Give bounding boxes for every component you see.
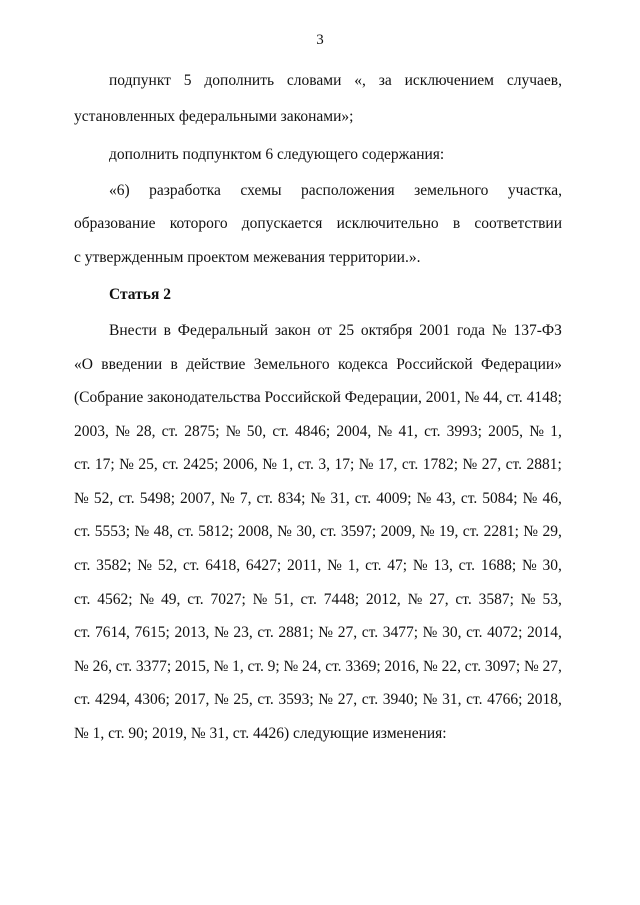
paragraph-line (74, 215, 562, 233)
paragraph-line (74, 356, 562, 374)
word: 1782; (422, 456, 459, 473)
word: ст. (162, 456, 179, 473)
word: расположения (301, 182, 395, 199)
word: ст. (257, 624, 274, 641)
word: введении (101, 356, 163, 373)
word: 4294, (95, 691, 130, 708)
word: ст. (354, 490, 372, 507)
word: 4562; (97, 591, 133, 608)
word: 48, (153, 523, 174, 540)
paragraph-line (109, 182, 562, 200)
word: образование (74, 215, 156, 232)
word: 26, (92, 658, 112, 675)
word: 2281; (483, 523, 519, 540)
word: ст. (177, 523, 194, 540)
word: 2018, (527, 691, 562, 708)
word: кодекса (338, 356, 388, 373)
word: 2008, (237, 523, 273, 540)
word: 2875; (184, 423, 220, 440)
word: 3940; (382, 691, 419, 708)
word: 24, (302, 658, 322, 675)
paragraph-line (74, 490, 562, 508)
word: 2005, (488, 423, 524, 440)
word: № (491, 322, 507, 339)
word: № (422, 624, 438, 641)
word: в (452, 215, 461, 232)
word: 52, (93, 490, 114, 507)
word: «, (354, 72, 366, 89)
word: ст. (74, 557, 91, 574)
paragraph-line (109, 72, 562, 90)
word: № (523, 658, 539, 675)
word: 17; (94, 456, 115, 473)
word: 2881; (526, 456, 562, 473)
word: 4306; (134, 691, 170, 708)
word: 2017, (174, 691, 210, 708)
word: ст. (401, 456, 419, 473)
word: ст. (187, 591, 204, 608)
word: ст. (300, 591, 317, 608)
word: Внести (109, 322, 157, 339)
word: № (529, 423, 545, 440)
word: 2003, (74, 423, 109, 440)
word: 53, (542, 591, 562, 608)
word: ст. (325, 658, 342, 675)
word: 2009, (380, 523, 416, 540)
word: № (119, 456, 134, 473)
word: 834; (277, 490, 306, 507)
word: 3597; (340, 523, 377, 540)
word: 2881; (278, 624, 314, 641)
word: 5812; (198, 523, 234, 540)
word: № (262, 456, 277, 473)
word: ст. (460, 490, 478, 507)
word: ст. (74, 456, 91, 473)
word: 17, (378, 456, 398, 473)
word: «6) (109, 182, 130, 199)
word: ст. (361, 691, 379, 708)
paragraph-line (74, 456, 562, 474)
paragraph-line (74, 691, 562, 709)
word: 4846; (294, 423, 331, 440)
word: № (213, 658, 229, 675)
paragraph-line: дополнить подпунктом 6 следующего содержания: (109, 146, 445, 163)
word: исключительно (336, 215, 439, 232)
word: закон (274, 322, 311, 339)
word: 7615; (134, 624, 170, 641)
word: 2011, (287, 557, 322, 574)
word: ст. (424, 423, 441, 440)
word: разработка (149, 182, 221, 199)
word: за (378, 72, 392, 89)
word: 3, (318, 456, 331, 473)
word: ст. (466, 624, 483, 641)
word: 2012, (365, 591, 401, 608)
word: 2425; (183, 456, 219, 473)
word: 19, (439, 523, 459, 540)
word: № (310, 490, 326, 507)
word: в (170, 356, 178, 373)
word: № (412, 557, 428, 574)
paragraph-line: установленных федеральными законами»; (74, 108, 354, 125)
word: № (283, 658, 299, 675)
word: Федеральный (177, 322, 269, 339)
word: ст. (257, 691, 274, 708)
paragraph-line (74, 389, 562, 407)
word: Федерации» (480, 356, 562, 373)
article-heading: Статья 2 (109, 286, 171, 303)
word: 29, (542, 523, 562, 540)
word: 2015, (174, 658, 210, 675)
word: 2004, (336, 423, 372, 440)
word: в (163, 322, 171, 339)
word: ст. (455, 591, 472, 608)
word: 43, (436, 490, 456, 507)
word: (Собрание (74, 389, 144, 406)
word: ст. (256, 490, 273, 507)
word: 49, (161, 591, 181, 608)
word: 13, (433, 557, 453, 574)
word: ст. (272, 423, 289, 440)
word: № (462, 456, 478, 473)
word: 25, (233, 691, 253, 708)
word: ст. (462, 523, 480, 540)
word: № (358, 456, 374, 473)
word: законодательства (147, 389, 261, 406)
word: ст. (118, 490, 135, 507)
word: 6418, (205, 557, 241, 574)
word: 17; (334, 456, 355, 473)
paragraph-line (74, 557, 562, 575)
word: № (318, 624, 334, 641)
paragraph-line (74, 624, 562, 642)
word: 4072; (487, 624, 523, 641)
word: Российской (264, 389, 341, 406)
word: 3993; (446, 423, 482, 440)
word: № (213, 624, 229, 641)
word: № (74, 658, 89, 675)
word: 4009; (376, 490, 412, 507)
word: № (115, 423, 130, 440)
paragraph-line (74, 591, 562, 609)
word: 5084; (482, 490, 518, 507)
word: № (318, 691, 334, 708)
word: которого (169, 215, 228, 232)
word: 7, (239, 490, 252, 507)
word: исключением (404, 72, 494, 89)
word: № (423, 658, 438, 675)
word: ст. (505, 456, 522, 473)
word: Федерации, (344, 389, 422, 406)
word: 7448; (323, 591, 359, 608)
word: 2016, (384, 658, 420, 675)
word: случаев, (506, 72, 562, 89)
word: 27, (337, 691, 358, 708)
word: 2001, (425, 389, 461, 406)
word: ст. (183, 557, 200, 574)
word: 25 (338, 322, 355, 339)
word: № (277, 523, 292, 540)
word: 1, (550, 423, 562, 440)
word: ст. (458, 557, 476, 574)
word: № (416, 490, 432, 507)
word: 1, (347, 557, 360, 574)
word: № (422, 691, 438, 708)
word: № (225, 423, 241, 440)
word: 1, (281, 456, 294, 473)
word: ст. (320, 523, 337, 540)
word: 31, (442, 691, 462, 708)
word: № (520, 591, 536, 608)
word: № (134, 523, 150, 540)
word: 27, (481, 456, 502, 473)
word: 3582; (96, 557, 132, 574)
word: словами (286, 72, 342, 89)
word: № (522, 490, 538, 507)
word: 5553; (94, 523, 131, 540)
word: схемы (240, 182, 282, 199)
word: 5498; (139, 490, 175, 507)
word: 2006, (222, 456, 258, 473)
paragraph-line (109, 322, 562, 340)
word: ст. (297, 456, 314, 473)
word: подпункт (109, 72, 171, 89)
word: Земельного (253, 356, 330, 373)
word: 47; (387, 557, 408, 574)
word: 27, (429, 591, 449, 608)
word: 2014, (527, 624, 562, 641)
word: ст. (247, 658, 264, 675)
word: ст. (361, 624, 379, 641)
word: 27, (337, 624, 358, 641)
word: 31, (330, 490, 350, 507)
word: 1, (232, 658, 244, 675)
word: 23, (233, 624, 253, 641)
word: допускается (241, 215, 323, 232)
word: 3369; (345, 658, 381, 675)
word: 2013, (174, 624, 210, 641)
word: 50, (246, 423, 267, 440)
word: 4148; (526, 389, 562, 406)
word: 3477; (382, 624, 419, 641)
paragraph-line (74, 523, 562, 541)
word: 3593; (278, 691, 314, 708)
word: № (407, 591, 423, 608)
word: 6427; (245, 557, 282, 574)
word: 5 (183, 72, 192, 89)
word: 30, (542, 557, 562, 574)
word: 9; (267, 658, 280, 675)
word: № (74, 490, 89, 507)
word: участка, (507, 182, 562, 199)
word: 4766; (487, 691, 523, 708)
word: ст. (365, 557, 382, 574)
word: № (377, 423, 393, 440)
word: 22, (441, 658, 461, 675)
word: № (464, 389, 480, 406)
word: № (137, 557, 153, 574)
word: № (523, 523, 539, 540)
word: 2007, (180, 490, 215, 507)
paragraph-line: № 1, ст. 90; 2019, № 31, ст. 4426) следующие изменения: (74, 725, 447, 742)
page-number: 3 (316, 32, 324, 48)
word: октября (360, 322, 413, 339)
word: 3587; (478, 591, 514, 608)
word: 7614, (95, 624, 130, 641)
paragraph-line (74, 658, 562, 676)
word: 25, (138, 456, 158, 473)
word: соответствии (474, 215, 562, 232)
paragraph-line (74, 423, 562, 441)
word: «О (74, 356, 93, 373)
word: 30, (442, 624, 462, 641)
word: № (252, 591, 268, 608)
word: 3097; (484, 658, 521, 675)
word: № (419, 523, 435, 540)
word: 51, (274, 591, 294, 608)
word: № (139, 591, 155, 608)
word: 3377; (135, 658, 172, 675)
word: 7027; (210, 591, 246, 608)
word: дополнить (204, 72, 275, 89)
word: ст. (464, 658, 482, 675)
word: ст. (506, 389, 523, 406)
word: Российской (396, 356, 473, 373)
word: 52, (157, 557, 178, 574)
word: 30, (296, 523, 316, 540)
word: земельного (414, 182, 489, 199)
word: от (317, 322, 332, 339)
word: 1688; (480, 557, 517, 574)
word: ст. (74, 624, 91, 641)
word: 46, (542, 490, 562, 507)
word: 137-ФЗ (513, 322, 562, 339)
word: № (327, 557, 342, 574)
word: действие (186, 356, 246, 373)
word: № (219, 490, 235, 507)
word: года (457, 322, 486, 339)
word: 28, (136, 423, 156, 440)
word: ст. (466, 691, 483, 708)
word: ст. (74, 591, 91, 608)
word: 44, (483, 389, 503, 406)
word: 2001 (419, 322, 451, 339)
word: № (521, 557, 537, 574)
word: ст. (74, 523, 91, 540)
word: ст. (161, 423, 179, 440)
word: ст. (115, 658, 133, 675)
paragraph-line: с утвержденным проектом межевания территории.». (74, 249, 421, 266)
word: № (213, 691, 229, 708)
word: ст. (74, 691, 91, 708)
word: 27, (542, 658, 562, 675)
word: 41, (398, 423, 418, 440)
